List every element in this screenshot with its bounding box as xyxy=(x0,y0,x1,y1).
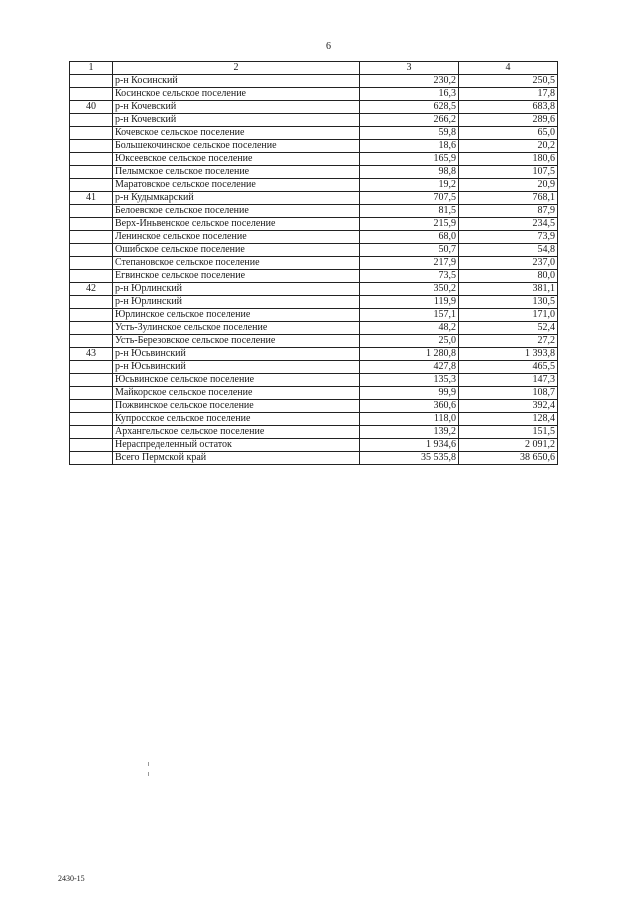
row-number-cell xyxy=(70,140,113,153)
value-col4-cell: 108,7 xyxy=(459,387,558,400)
column-header-3: 3 xyxy=(360,62,459,75)
value-col3-cell: 1 934,6 xyxy=(360,439,459,452)
row-number-cell xyxy=(70,114,113,127)
row-number-cell xyxy=(70,75,113,88)
value-col3-cell: 135,3 xyxy=(360,374,459,387)
value-col3-cell: 217,9 xyxy=(360,257,459,270)
table-row xyxy=(70,257,558,270)
territory-name-cell: Маратовское сельское поселение xyxy=(113,179,360,192)
territory-name-cell: р-н Юсьвинский xyxy=(113,348,360,361)
value-col3-cell: 1 280,8 xyxy=(360,348,459,361)
territory-name-cell: Верх-Иньвенское сельское поселение xyxy=(113,218,360,231)
row-number-cell xyxy=(70,153,113,166)
value-col4-cell: 237,0 xyxy=(459,257,558,270)
row-number-cell xyxy=(70,257,113,270)
territory-name-cell: Пелымское сельское поселение xyxy=(113,166,360,179)
value-col4-cell: 130,5 xyxy=(459,296,558,309)
row-number-cell: 41 xyxy=(70,192,113,205)
value-col4-cell: 107,5 xyxy=(459,166,558,179)
value-col4-cell: 768,1 xyxy=(459,192,558,205)
row-number-cell xyxy=(70,439,113,452)
table-row xyxy=(70,413,558,426)
table-row xyxy=(70,452,558,465)
row-number-cell xyxy=(70,270,113,283)
row-number-cell xyxy=(70,335,113,348)
territory-name-cell: р-н Кочевский xyxy=(113,114,360,127)
table-row xyxy=(70,335,558,348)
value-col3-cell: 99,9 xyxy=(360,387,459,400)
table-row xyxy=(70,179,558,192)
value-col4-cell: 54,8 xyxy=(459,244,558,257)
territory-name-cell: р-н Косинский xyxy=(113,75,360,88)
value-col4-cell: 38 650,6 xyxy=(459,452,558,465)
table-row xyxy=(70,270,558,283)
territory-name-cell: Кочевское сельское поселение xyxy=(113,127,360,140)
territory-name-cell: Ленинское сельское поселение xyxy=(113,231,360,244)
row-number-cell: 42 xyxy=(70,283,113,296)
value-col3-cell: 35 535,8 xyxy=(360,452,459,465)
value-col4-cell: 381,1 xyxy=(459,283,558,296)
table-row xyxy=(70,400,558,413)
value-col4-cell: 151,5 xyxy=(459,426,558,439)
value-col4-cell: 234,5 xyxy=(459,218,558,231)
territory-name-cell: Ошибское сельское поселение xyxy=(113,244,360,257)
territory-name-cell: Степановское сельское поселение xyxy=(113,257,360,270)
table-row xyxy=(70,309,558,322)
value-col4-cell: 128,4 xyxy=(459,413,558,426)
value-col4-cell: 250,5 xyxy=(459,75,558,88)
table-row xyxy=(70,192,558,205)
table-row xyxy=(70,153,558,166)
value-col3-cell: 360,6 xyxy=(360,400,459,413)
territory-name-cell: Юсьвинское сельское поселение xyxy=(113,374,360,387)
table-row xyxy=(70,387,558,400)
budget-table xyxy=(69,61,558,465)
value-col4-cell: 87,9 xyxy=(459,205,558,218)
value-col3-cell: 81,5 xyxy=(360,205,459,218)
table-row xyxy=(70,231,558,244)
value-col3-cell: 68,0 xyxy=(360,231,459,244)
territory-name-cell: Юрлинское сельское поселение xyxy=(113,309,360,322)
value-col3-cell: 215,9 xyxy=(360,218,459,231)
table-row xyxy=(70,439,558,452)
value-col4-cell: 171,0 xyxy=(459,309,558,322)
territory-name-cell: Нераспределенный остаток xyxy=(113,439,360,452)
table-row xyxy=(70,426,558,439)
table-row xyxy=(70,101,558,114)
territory-name-cell: Юксеевское сельское поселение xyxy=(113,153,360,166)
row-number-cell: 43 xyxy=(70,348,113,361)
territory-name-cell: р-н Юсьвинский xyxy=(113,361,360,374)
territory-name-cell: Усть-Зулинское сельское поселение xyxy=(113,322,360,335)
table-header-row xyxy=(70,62,558,75)
territory-name-cell: Косинское сельское поселение xyxy=(113,88,360,101)
territory-name-cell: Всего Пермской край xyxy=(113,452,360,465)
territory-name-cell: Белоевское сельское поселение xyxy=(113,205,360,218)
value-col4-cell: 20,9 xyxy=(459,179,558,192)
table-row xyxy=(70,322,558,335)
table-row xyxy=(70,205,558,218)
table-row xyxy=(70,75,558,88)
table-row xyxy=(70,283,558,296)
territory-name-cell: Большекочинское сельское поселение xyxy=(113,140,360,153)
row-number-cell xyxy=(70,387,113,400)
row-number-cell xyxy=(70,400,113,413)
territory-name-cell: Усть-Березовское сельское поселение xyxy=(113,335,360,348)
value-col3-cell: 16,3 xyxy=(360,88,459,101)
row-number-cell: 40 xyxy=(70,101,113,114)
table-row xyxy=(70,166,558,179)
territory-name-cell: р-н Кочевский xyxy=(113,101,360,114)
table-row xyxy=(70,361,558,374)
territory-name-cell: р-н Юрлинский xyxy=(113,296,360,309)
value-col4-cell: 392,4 xyxy=(459,400,558,413)
table-row xyxy=(70,244,558,257)
value-col4-cell: 147,3 xyxy=(459,374,558,387)
territory-name-cell: Архангельское сельское поселение xyxy=(113,426,360,439)
value-col4-cell: 1 393,8 xyxy=(459,348,558,361)
row-number-cell xyxy=(70,244,113,257)
territory-name-cell: Купросское сельское поселение xyxy=(113,413,360,426)
value-col3-cell: 18,6 xyxy=(360,140,459,153)
row-number-cell xyxy=(70,179,113,192)
value-col3-cell: 48,2 xyxy=(360,322,459,335)
table-body xyxy=(70,75,558,465)
row-number-cell xyxy=(70,218,113,231)
value-col4-cell: 683,8 xyxy=(459,101,558,114)
value-col3-cell: 59,8 xyxy=(360,127,459,140)
value-col4-cell: 289,6 xyxy=(459,114,558,127)
column-header-2: 2 xyxy=(113,62,360,75)
value-col3-cell: 73,5 xyxy=(360,270,459,283)
value-col3-cell: 25,0 xyxy=(360,335,459,348)
value-col3-cell: 157,1 xyxy=(360,309,459,322)
row-number-cell xyxy=(70,205,113,218)
value-col4-cell: 80,0 xyxy=(459,270,558,283)
value-col3-cell: 119,9 xyxy=(360,296,459,309)
value-col3-cell: 707,5 xyxy=(360,192,459,205)
table-row xyxy=(70,348,558,361)
value-col3-cell: 50,7 xyxy=(360,244,459,257)
row-number-cell xyxy=(70,452,113,465)
value-col3-cell: 98,8 xyxy=(360,166,459,179)
territory-name-cell: Егвинское сельское поселение xyxy=(113,270,360,283)
value-col4-cell: 65,0 xyxy=(459,127,558,140)
territory-name-cell: Пожвинское сельское поселение xyxy=(113,400,360,413)
value-col3-cell: 165,9 xyxy=(360,153,459,166)
value-col4-cell: 20,2 xyxy=(459,140,558,153)
table-row xyxy=(70,140,558,153)
table-row xyxy=(70,127,558,140)
row-number-cell xyxy=(70,413,113,426)
value-col4-cell: 2 091,2 xyxy=(459,439,558,452)
row-number-cell xyxy=(70,296,113,309)
value-col3-cell: 628,5 xyxy=(360,101,459,114)
value-col3-cell: 139,2 xyxy=(360,426,459,439)
value-col4-cell: 52,4 xyxy=(459,322,558,335)
scan-speck xyxy=(148,772,149,776)
value-col4-cell: 180,6 xyxy=(459,153,558,166)
row-number-cell xyxy=(70,166,113,179)
row-number-cell xyxy=(70,426,113,439)
table-row xyxy=(70,114,558,127)
territory-name-cell: р-н Кудымкарский xyxy=(113,192,360,205)
value-col4-cell: 73,9 xyxy=(459,231,558,244)
row-number-cell xyxy=(70,309,113,322)
table-row xyxy=(70,88,558,101)
row-number-cell xyxy=(70,361,113,374)
row-number-cell xyxy=(70,322,113,335)
page-number: 6 xyxy=(326,41,331,52)
table-row xyxy=(70,374,558,387)
scan-speck xyxy=(148,762,149,766)
column-header-4: 4 xyxy=(459,62,558,75)
value-col3-cell: 19,2 xyxy=(360,179,459,192)
table-row xyxy=(70,218,558,231)
row-number-cell xyxy=(70,231,113,244)
value-col3-cell: 230,2 xyxy=(360,75,459,88)
value-col3-cell: 427,8 xyxy=(360,361,459,374)
column-header-1: 1 xyxy=(70,62,113,75)
row-number-cell xyxy=(70,127,113,140)
footer-code: 2430-15 xyxy=(58,874,85,883)
territory-name-cell: Майкорское сельское поселение xyxy=(113,387,360,400)
row-number-cell xyxy=(70,374,113,387)
value-col3-cell: 118,0 xyxy=(360,413,459,426)
territory-name-cell: р-н Юрлинский xyxy=(113,283,360,296)
value-col4-cell: 17,8 xyxy=(459,88,558,101)
value-col3-cell: 266,2 xyxy=(360,114,459,127)
row-number-cell xyxy=(70,88,113,101)
table-row xyxy=(70,296,558,309)
value-col3-cell: 350,2 xyxy=(360,283,459,296)
value-col4-cell: 465,5 xyxy=(459,361,558,374)
value-col4-cell: 27,2 xyxy=(459,335,558,348)
